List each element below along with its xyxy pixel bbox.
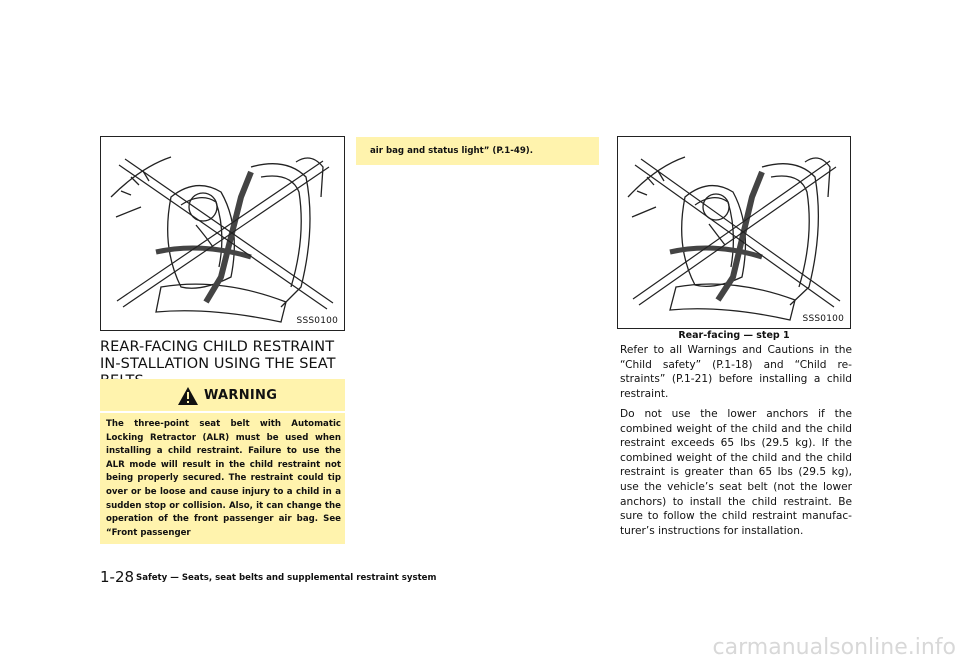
warning-box	[100, 379, 345, 544]
paragraph-1: Refer to all Warnings and Cautions in the “Child safety” (P.1-18) and “Child re-straints” (P.1-21) before installing a child restraint.	[620, 344, 852, 400]
section-heading: REAR-FACING CHILD RESTRAINT IN-STALLATION USING THE SEAT	[100, 339, 336, 372]
warning-continuation: air bag and status light” (P.1-49).	[370, 146, 534, 156]
warning-triangle-icon	[177, 386, 199, 406]
child-seat-installation-drawing	[618, 137, 850, 328]
warning-title: WARNING	[204, 388, 278, 403]
illustration-right	[617, 136, 851, 329]
child-seat-installation-drawing	[101, 137, 344, 330]
figure-code: SSS0100	[802, 314, 844, 324]
warning-divider	[100, 411, 345, 413]
warning-body: The three-point seat belt with Automatic Locking Retractor (ALR) must be used when installing a child restraint. Failure to use the ALR mode will result in the child restraint not being properly secured. The restraint could tip over or be loose and cause injury to a child in a sudden stop or collision. Also, it can change the operation of the front passenger air bag. See “Front passenger	[106, 419, 341, 538]
warning-continuation-box	[356, 137, 599, 165]
chapter-title: Safety — Seats, seat belts and supplemental restraint system	[136, 573, 437, 583]
watermark-text: carmanualsonline.info	[712, 635, 956, 660]
illustration-left	[100, 136, 345, 331]
paragraph-2: Do not use the lower anchors if the combined weight of the child and the child restraint exceeds 65 lbs (29.5 kg). If the combined weight of the child and the child restraint is greater than 65 lbs (29.5 kg), use the vehicle’s seat belt (not the lower anchors) to install the child restraint. Be sure to follow the child restraint manufac-turer’s instructions for installation.	[620, 408, 852, 537]
warning-header	[100, 379, 345, 409]
figure-caption: Rear-facing — step 1	[678, 330, 790, 341]
figure-code: SSS0100	[296, 316, 338, 326]
page-number: 1-28	[100, 568, 135, 586]
